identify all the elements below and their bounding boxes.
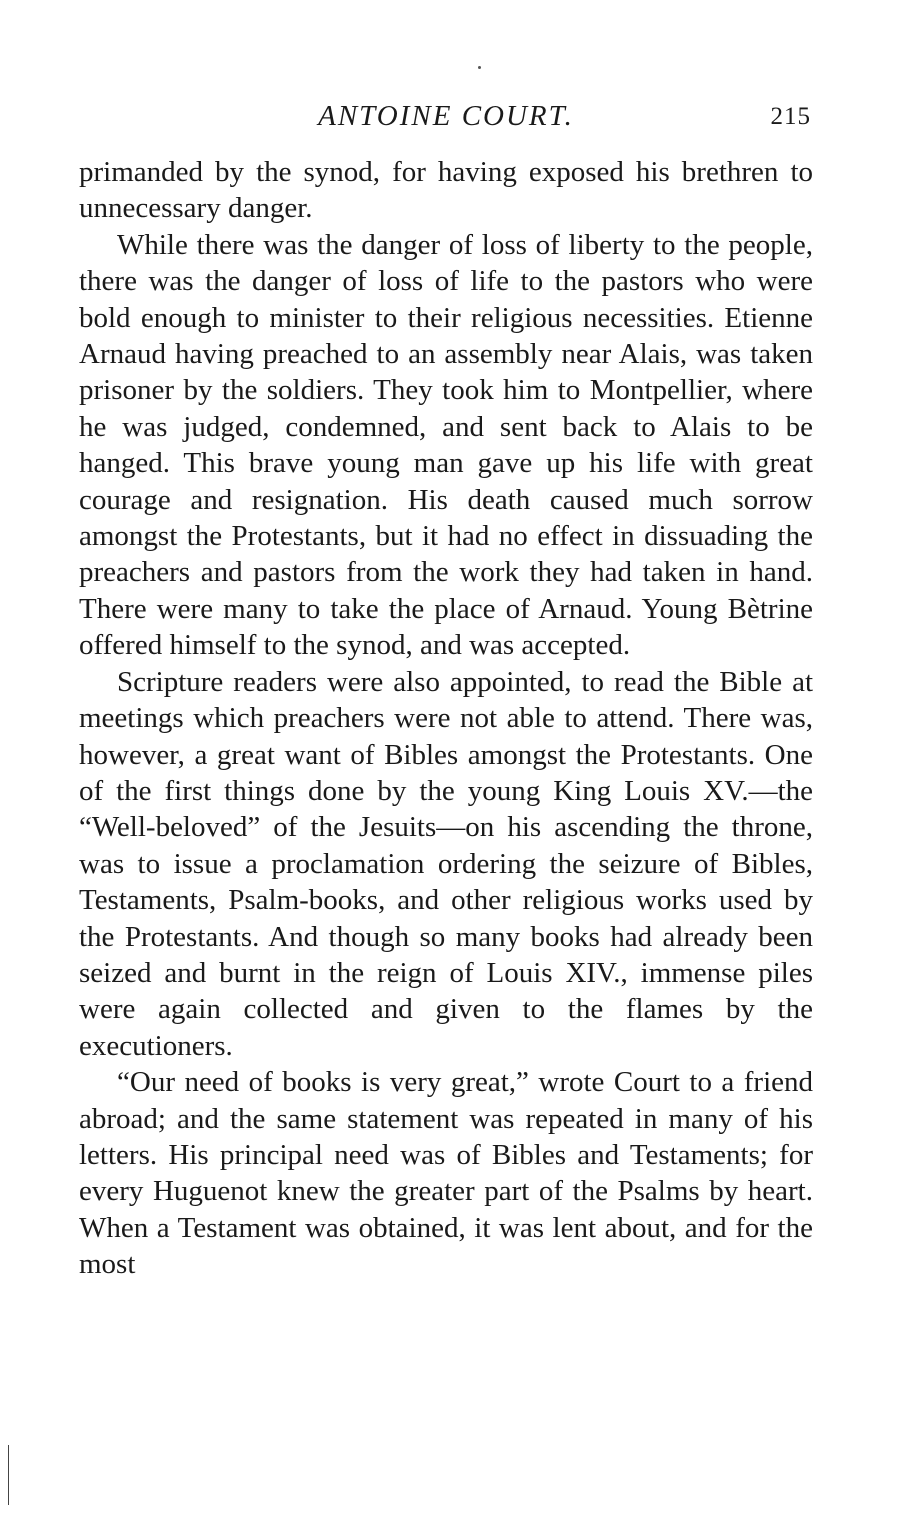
page-number: 215 (770, 103, 811, 130)
margin-mark (8, 1445, 9, 1505)
paragraph-4: “Our need of books is very great,” wrote Court to a friend abroad; and the same statement was repeated in many of his letters. His principal need was of Bibles and Testaments; for every Huguenot knew the greater part of the Psalms by heart. When a Testament was obtained, it was lent about, and for the most (79, 1066, 813, 1281)
body-text (79, 154, 813, 1283)
paragraph-3: Scripture readers were also appointed, to read the Bible at meetings which preachers were not able to attend. There was, however, a great want of Bibles amongst the Protestants. One of the first things done by the young King Louis XV.—the “Well-beloved” of the Jesuits—on his ascending the throne, was to issue a proclamation ordering the seizure of Bibles, Testaments, Psalm-books, and other religious works used by the Protestants. And though so many books had already been seized and burnt in the reign of Louis XIV., immense piles were again collected and given to the flames by the executioners. (79, 665, 813, 1062)
paragraph-1: primanded by the synod, for having exposed his brethren to unnecessary danger. (79, 156, 813, 225)
running-title: ANTOINE COURT. (318, 100, 574, 132)
print-speck (478, 66, 481, 69)
book-page (79, 92, 813, 1283)
running-head (79, 92, 813, 136)
paragraph-2: While there was the danger of loss of liberty to the people, there was the danger of loss of life to the pastors who were bold enough to minister to their religious necessities. Etienne Arnaud having preached to an assembly near Alais, was taken prisoner by the soldiers. They took him to Montpellier, where he was judged, condemned, and sent back to Alais to be hanged. This brave young man gave up his life with great courage and resignation. His death caused much sorrow amongst the Protestants, but it had no effect in dissuading the preachers and pastors from the work they had taken in hand. There were many to take the place of Arnaud. Young Bètrine offered himself to the synod, and was accepted. (79, 228, 813, 662)
